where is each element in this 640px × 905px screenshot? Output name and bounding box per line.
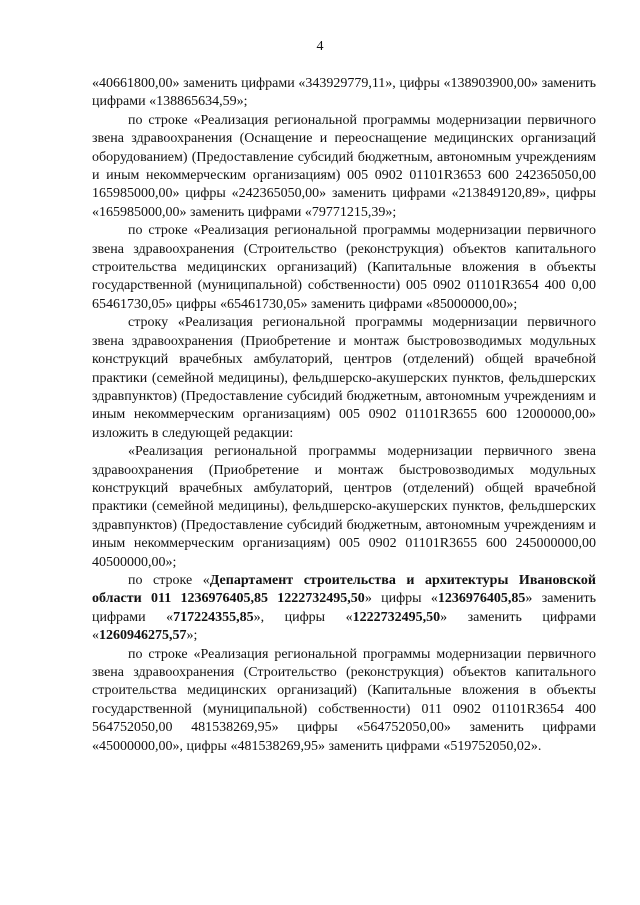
paragraph bbox=[92, 443, 596, 572]
bold-text-run: 1236976405,85 bbox=[437, 591, 526, 607]
paragraph bbox=[92, 112, 596, 222]
text-run: » заменить цифрами « bbox=[92, 591, 596, 625]
paragraph bbox=[92, 314, 596, 443]
text-run: по строке «Реализация региональной программы модернизации первичного звена здравоохранения (Оснащение и переоснащение медицинских организаций оборудованием) (Предоставление субсидий бюджетным, автономным учреждениям и иным некоммерческим организациям) 005 0902 01101R3653 600 242365050,00 165985000,00» цифры «242365050,00» заменить цифрами «213849120,89», цифры «165985000,00» заменить цифрами «79771215,39»; bbox=[92, 112, 596, 220]
document-body bbox=[92, 75, 596, 756]
bold-text-run: 717224355,85 bbox=[173, 609, 254, 625]
text-run: «Реализация региональной программы модернизации первичного звена здравоохранения (Приобретение и монтаж быстровозводимых модульных конструкций врачебных амбулаторий, центров (отделений) общей врачебной практики (семейной медицины), фельдшерско-акушерских пунктов, фельдшерских здравпунктов) (Предоставление субсидий бюджетным, автономным учреждениям и иным некоммерческим организациям) 005 0902 01101R3655 600 245000000,00 40500000,00»; bbox=[92, 444, 596, 570]
bold-text-run: 1222732495,50 bbox=[352, 609, 441, 625]
paragraph bbox=[92, 646, 596, 756]
text-run: », цифры « bbox=[253, 609, 353, 625]
text-run: «40661800,00» заменить цифрами «343929779,11», цифры «138903900,00» заменить цифрами «138865634,59»; bbox=[92, 76, 596, 110]
paragraph bbox=[92, 75, 596, 112]
text-run: строку «Реализация региональной программы модернизации первичного звена здравоохранения (Приобретение и монтаж быстровозводимых модульных конструкций врачебных амбулаторий, центров (отделений) общей врачебной практики (семейной медицины), фельдшерско-акушерских пунктов, фельдшерских здравпунктов) (Предоставление субсидий бюджетным, автономным учреждениям и иным некоммерческим организациям) 005 0902 01101R3655 600 12000000,00» изложить в следующей редакции: bbox=[92, 315, 596, 441]
text-run: по строке «Реализация региональной программы модернизации первичного звена здравоохранения (Строительство (реконструкция) объектов капитального строительства медицинских организаций) (Капитальные вложения в объекты государственной (муниципальной) собственности) 011 0902 01101R3654 400 564752050,00 481538269,95» цифры «564752050,00» заменить цифрами «45000000,00», цифры «481538269,95» заменить цифрами «519752050,02». bbox=[92, 646, 596, 754]
text-run: по строке « bbox=[128, 572, 210, 588]
text-run: по строке «Реализация региональной программы модернизации первичного звена здравоохранения (Строительство (реконструкция) объектов капитального строительства медицинских организаций) (Капитальные вложения в объекты государственной (муниципальной) собственности) 005 0902 01101R3654 400 0,00 65461730,05» цифры «65461730,05» заменить цифрами «85000000,00»; bbox=[92, 223, 596, 312]
text-run: » цифры « bbox=[364, 591, 438, 607]
text-run: » заменить цифрами « bbox=[92, 609, 596, 644]
text-run: »; bbox=[186, 628, 198, 644]
page-number: 4 bbox=[316, 39, 324, 54]
bold-text-run: Департамент строительства и архитектуры Ивановской области 011 1236976405,85 1222732495,50 bbox=[92, 572, 596, 607]
bold-text-run: 1260946275,57 bbox=[99, 628, 187, 644]
paragraph bbox=[92, 572, 596, 646]
paragraph bbox=[92, 222, 596, 314]
